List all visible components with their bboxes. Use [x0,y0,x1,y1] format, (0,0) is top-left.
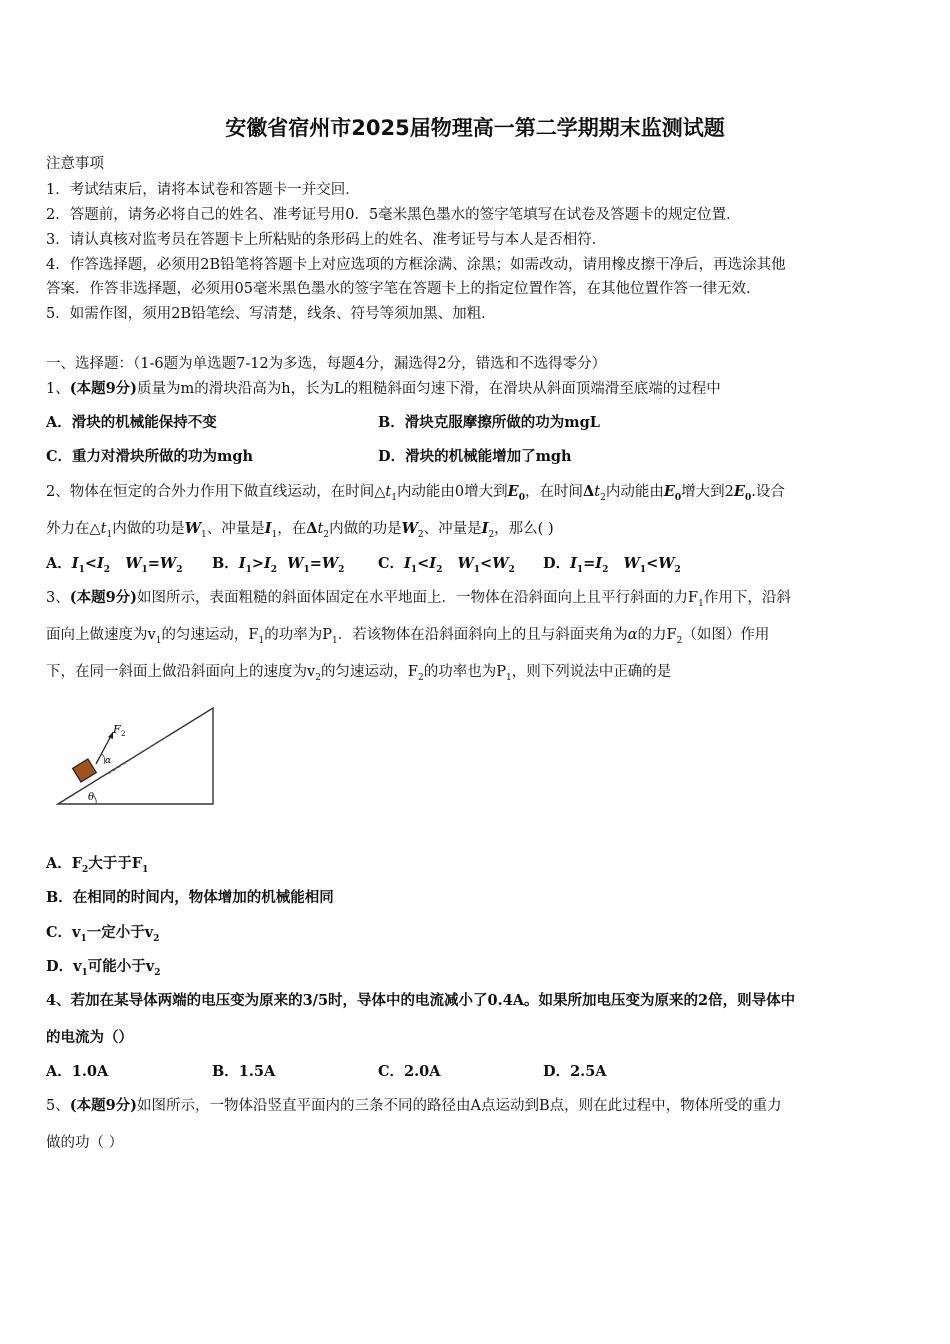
q3-option-c: C．$v_1$一定小于$v_2$ [46,924,160,944]
question-3-line-1: 3、(本题9分)如图所示，表面粗糙的斜面体固定在水平地面上．一物体在沿斜面向上且平行斜面的力$F_1$作用下，沿斜 [46,589,791,609]
q2-option-b: B．$I_1>I_2$ $W_1=W_2$ [212,555,345,575]
block [73,759,97,782]
question-2-line-2: 外力在$\triangle t_1$内做的功是$W_1$、冲量是$I_1$，在$\Delta t_2$内做的功是$W_2$、冲量是$I_2$，那么( ) [46,520,554,540]
note-item: 2．答题前，请务必将自己的姓名、准考证号用0．5毫米黑色墨水的签字笔填写在试卷及答题卡的规定位置． [46,207,741,223]
notes-heading: 注意事项 [46,156,104,172]
note-item: 1．考试结束后，请将本试卷和答题卡一并交回． [46,182,360,198]
q4-option-c: C．2.0A [378,1063,441,1080]
q3-option-a: A．$F_2$大于于$F_1$ [46,855,149,875]
q1-option-a: A．滑块的机械能保持不变 [46,414,217,431]
q2-option-a: A．$I_1<I_2$ $W_1=W_2$ [46,555,183,575]
q3-option-d: D．$v_1$可能小于$v_2$ [46,958,161,978]
q2-option-c: C．$I_1<I_2$ $W_1<W_2$ [378,555,515,575]
exam-title: 安徽省宿州市2025届物理高一第二学期期末监测试题 [225,116,725,140]
theta-arc [94,796,96,804]
note-item: 答案．作答非选择题，必须用05毫米黑色墨水的签字笔在答题卡上的指定位置作答，在其他位置作答一律无效． [46,281,761,297]
question-4-line-2: 的电流为（） [46,1029,133,1046]
question-1: 1、(本题9分)质量为m的滑块沿高为h，长为L的粗糙斜面匀速下滑，在滑块从斜面顶端滑至底端的过程中 [46,380,721,397]
incline-figure [56,700,222,812]
force-label-sub: 2 [121,730,126,738]
note-item: 4．作答选择题，必须用2B铅笔将答题卡上对应选项的方框涂满、涂黑；如需改动，请用橡皮擦干净后，再选涂其他 [46,257,786,273]
question-2-line-1: 2、物体在恒定的合外力作用下做直线运动，在时间$\triangle t_1$内动能由0增大到$E_0$，在时间$\Delta t_2$内动能由$E_0$增大到$2E_0$.设合 [46,483,785,503]
note-item: 5．如需作图，须用2B铅笔绘、写清楚，线条、符号等须加黑、加粗． [46,306,496,322]
q1-option-d: D．滑块的机械能增加了mgh [378,448,572,465]
question-5-line-1: 5、(本题9分)如图所示，一物体沿竖直平面内的三条不同的路径由A点运动到B点，则在此过程中，物体所受的重力 [46,1097,782,1114]
q4-option-b: B．1.5A [212,1063,276,1080]
q2-option-d: D．$I_1=I_2$ $W_1<W_2$ [543,555,681,575]
q4-option-d: D．2.5A [543,1063,607,1080]
question-4-line-1: 4、若加在某导体两端的电压变为原来的3/5时，导体中的电流减小了0.4A。如果所加电压变为原来的2倍，则导体中 [46,992,796,1009]
note-item: 3．请认真核对监考员在答题卡上所粘贴的条形码上的姓名、准考证号与本人是否相符． [46,232,607,248]
section-heading: 一、选择题：（1-6题为单选题7-12为多选，每题4分，漏选得2分，错选和不选得零分） [46,356,607,372]
q1-option-b: B．滑块克服摩擦所做的功为mgL [378,414,600,431]
question-3-line-2: 面向上做速度为$v_1$的匀速运动，$F_1$的功率为$P_1$．若该物体在沿斜面斜向上的且与斜面夹角为α的力$F_2$（如图）作用 [46,627,770,646]
question-3-line-3: 下，在同一斜面上做沿斜面向上的速度为$v_2$的匀速运动，$F_2$的功率也为$P_1$，则下列说法中正确的是 [46,664,672,683]
force-label: F [113,723,121,736]
q4-option-a: A．1.0A [46,1063,109,1080]
alpha-label: α [105,756,112,766]
q1-option-c: C．重力对滑块所做的功为mgh [46,448,254,465]
question-5-line-2: 做的功（ ） [46,1135,124,1151]
theta-label: θ [88,792,95,803]
q3-option-b: B．在相同的时间内，物体增加的机械能相同 [46,889,334,906]
